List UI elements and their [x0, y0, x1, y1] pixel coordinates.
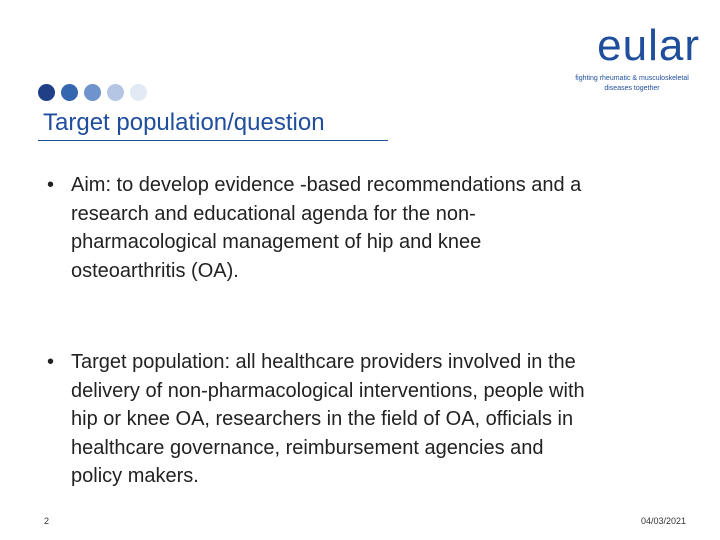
bullet-marker: •	[47, 351, 55, 373]
eular-logo	[560, 21, 700, 92]
page-number: 2	[44, 516, 50, 526]
bullet-text	[71, 171, 691, 285]
bullet-line: policy makers.	[71, 465, 199, 487]
bullet-line: Target population: all healthcare providers involved in the	[71, 351, 576, 373]
dot-1-icon	[38, 84, 55, 101]
bullet-line: research and educational agenda for the non-	[71, 202, 476, 225]
bullet-line: healthcare governance, reimbursement agencies and	[71, 436, 544, 459]
bullet-marker: •	[47, 174, 55, 196]
bullet-line: Aim: to develop evidence -based recommendations and a	[71, 174, 582, 196]
logo-wordmark: eular	[597, 21, 700, 70]
logo-tagline-line1: fighting rheumatic & musculoskeletal	[575, 75, 689, 82]
bullet-line: delivery of non-pharmacological interventions, people with	[71, 379, 585, 402]
slide-title: Target population/question	[43, 109, 325, 136]
bullet-line: hip or knee OA, researchers in the field of OA, officials in	[71, 408, 574, 430]
title-divider	[38, 140, 388, 141]
bullet-text	[71, 348, 691, 491]
dot-4-icon	[107, 84, 124, 101]
dot-5-icon	[130, 84, 147, 101]
footer-date: 04/03/2021	[640, 516, 686, 526]
bullet-line: osteoarthritis (OA).	[71, 259, 239, 282]
logo-tagline-line2: diseases together	[604, 85, 660, 92]
dot-2-icon	[61, 84, 78, 101]
dot-3-icon	[84, 84, 101, 101]
bullet-line: pharmacological management of hip and knee	[71, 231, 482, 253]
